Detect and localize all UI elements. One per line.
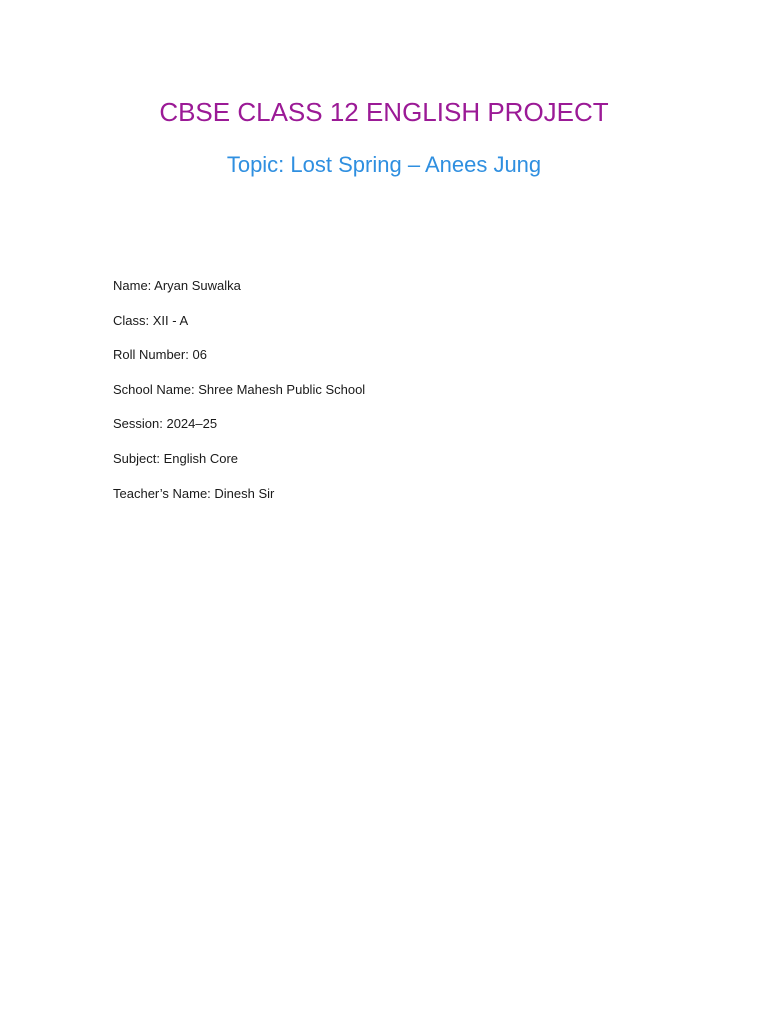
detail-teacher-name: Teacher’s Name: Dinesh Sir [113,485,275,501]
page-subtitle: Topic: Lost Spring – Anees Jung [226,152,542,177]
detail-name: Name: Aryan Suwalka [113,278,241,293]
detail-class: Class: XII - A [113,312,189,328]
page-title: CBSE CLASS 12 ENGLISH PROJECT [159,97,609,127]
student-details-list [113,276,365,518]
detail-subject: Subject: English Core [113,450,239,466]
detail-session: Session: 2024–25 [113,416,218,432]
detail-school-name: School Name: Shree Mahesh Public School [113,381,366,397]
detail-roll-number: Roll Number: 06 [113,347,207,363]
